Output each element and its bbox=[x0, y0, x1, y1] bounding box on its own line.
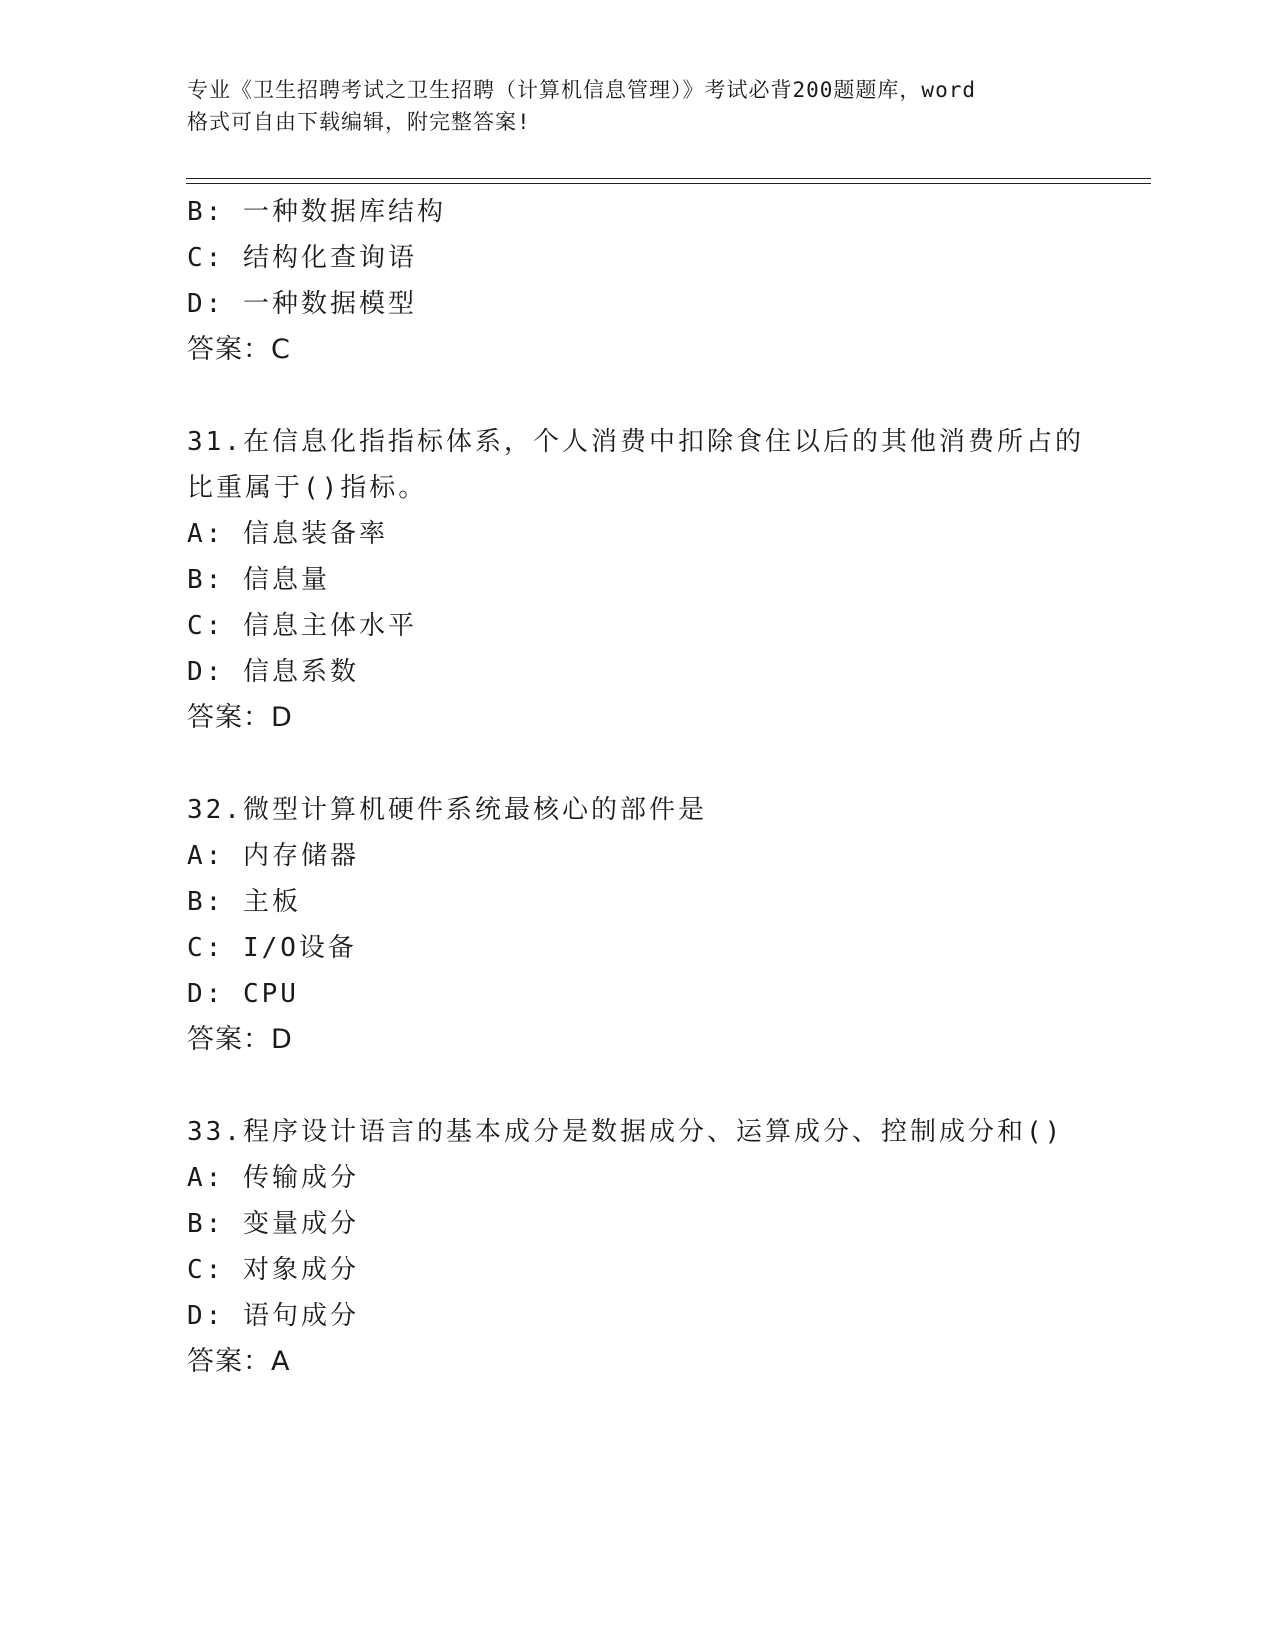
question-text: 33.程序设计语言的基本成分是数据成分、运算成分、控制成分和() bbox=[187, 1117, 1064, 1147]
question-block-32 bbox=[187, 787, 1087, 1063]
option-d: D: CPU bbox=[187, 979, 299, 1009]
answer-label: 答案：A bbox=[187, 1346, 291, 1377]
document-header bbox=[187, 74, 1087, 138]
option-c: C: 对象成分 bbox=[187, 1255, 359, 1285]
option-c: C: I/O设备 bbox=[187, 933, 357, 963]
question-block-prev bbox=[187, 189, 1087, 373]
question-block-31 bbox=[187, 419, 1087, 741]
option-b: B: 主板 bbox=[187, 887, 301, 917]
answer-label: 答案：D bbox=[187, 1024, 293, 1055]
option-a: A: 信息装备率 bbox=[187, 519, 388, 549]
option-a: A: 传输成分 bbox=[187, 1163, 359, 1193]
answer-label: 答案：C bbox=[187, 334, 291, 365]
option-a: A: 内存储器 bbox=[187, 841, 359, 871]
option-d: D: 一种数据模型 bbox=[187, 289, 417, 319]
option-b: B: 变量成分 bbox=[187, 1209, 359, 1239]
option-c: C: 信息主体水平 bbox=[187, 611, 417, 641]
answer-label: 答案：D bbox=[187, 702, 293, 733]
option-b: B: 信息量 bbox=[187, 565, 330, 595]
header-divider-top bbox=[186, 178, 1151, 179]
question-text: 31.在信息化指指标体系，个人消费中扣除食住以后的其他消费所占的 bbox=[187, 427, 1084, 457]
option-c: C: 结构化查询语 bbox=[187, 243, 417, 273]
spacer bbox=[187, 1063, 1087, 1109]
option-d: D: 信息系数 bbox=[187, 657, 359, 687]
question-text: 32.微型计算机硬件系统最核心的部件是 bbox=[187, 795, 707, 825]
question-text-continued: 比重属于()指标。 bbox=[187, 473, 428, 503]
question-block-33 bbox=[187, 1109, 1087, 1385]
header-line-2: 格式可自由下载编辑，附完整答案! bbox=[187, 110, 531, 134]
spacer bbox=[187, 373, 1087, 419]
header-line-1: 专业《卫生招聘考试之卫生招聘（计算机信息管理）》考试必背200题题库，word bbox=[187, 78, 976, 102]
option-b: B: 一种数据库结构 bbox=[187, 197, 446, 227]
header-divider-bottom bbox=[186, 183, 1151, 184]
question-list bbox=[187, 189, 1087, 1385]
spacer bbox=[187, 741, 1087, 787]
option-d: D: 语句成分 bbox=[187, 1301, 359, 1331]
